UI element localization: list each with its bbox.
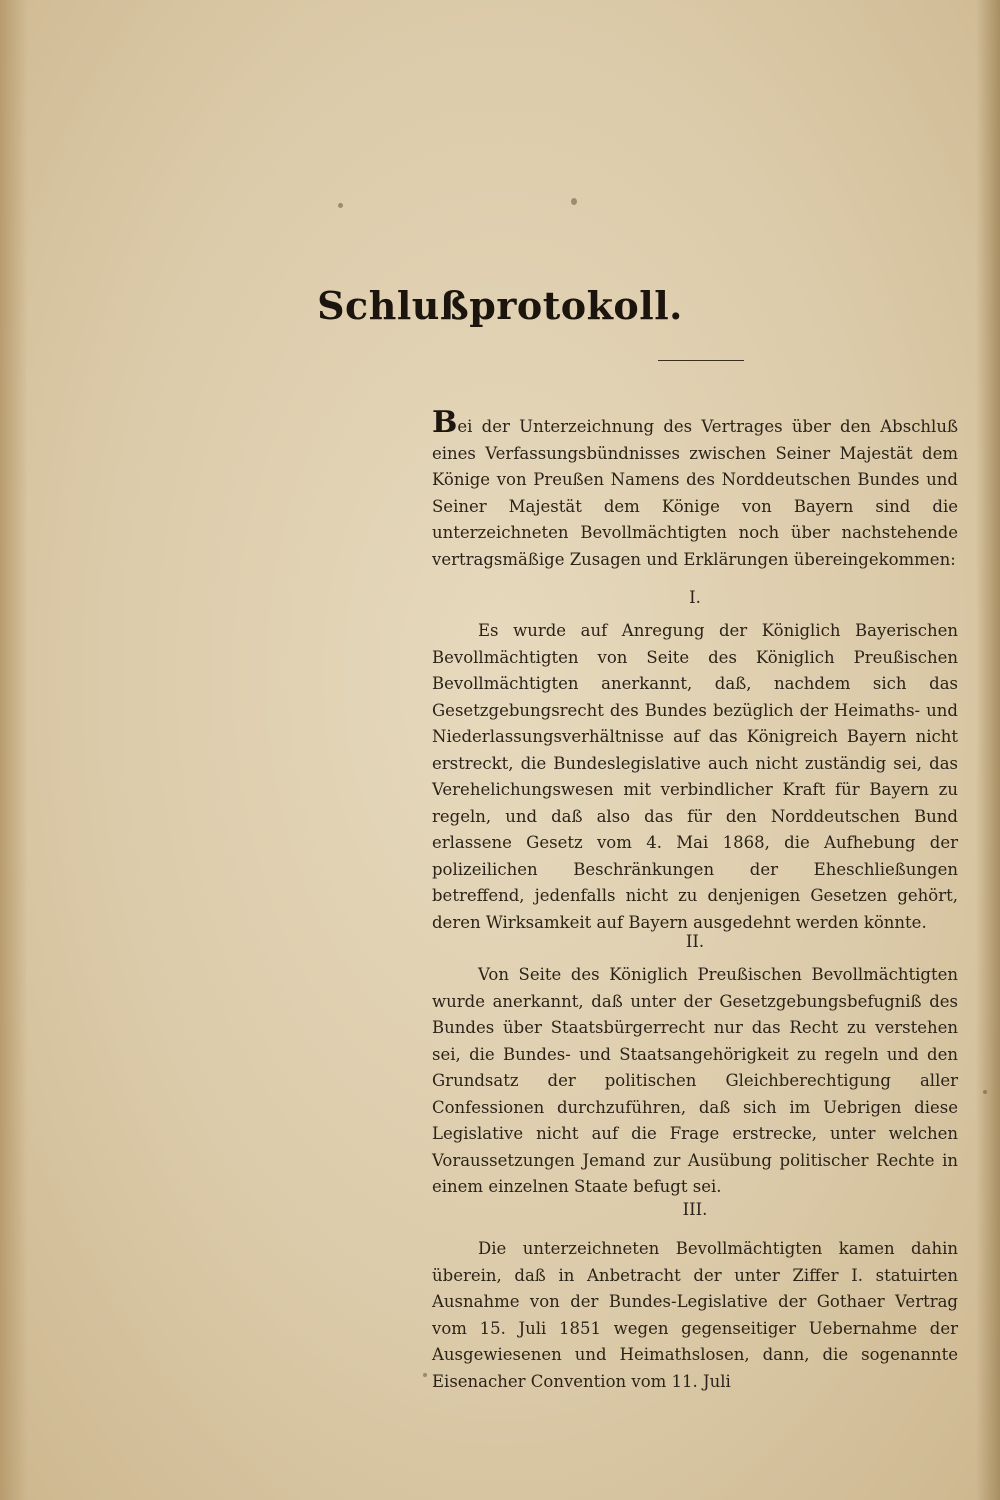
page-edge-shadow-right <box>976 0 1000 1500</box>
intro-initial: B <box>432 405 458 440</box>
ink-spot <box>983 1090 987 1094</box>
section-numeral-2: II. <box>685 932 705 951</box>
ink-spot <box>423 1373 427 1377</box>
intro-paragraph <box>432 405 958 573</box>
section-numeral-3: III. <box>682 1200 708 1219</box>
ink-spot <box>338 203 343 208</box>
section-numeral-1: I. <box>689 588 701 607</box>
title-divider <box>658 360 744 361</box>
page-edge-shadow-left <box>0 0 28 1500</box>
document-title: Schlußprotokoll. <box>317 283 683 328</box>
section-text-2: Von Seite des Königlich Preußischen Bevollmächtigten wurde anerkannt, daß unter der Gesetzgebungsbefugniß des Bundes über Staatsbürgerrecht nur das Recht zu verstehen sei, die Bundes- und Staatsangehörigkeit zu regeln und den Grundsatz der politischen Gleichberechtigung aller Confessionen durchzuführen, daß sich im Uebrigen diese Legislative nicht auf die Frage erstrecke, unter welchen Voraussetzungen Jemand zur Ausübung politischer Rechte in einem einzelnen Staate befugt sei. <box>432 965 958 1196</box>
section-text-3: Die unterzeichneten Bevollmächtigten kamen dahin überein, daß in Anbetracht der unter Ziffer I. statuirten Ausnahme von der Bundes-Legislative der Gothaer Vertrag vom 15. Juli 1851 wegen gegenseitiger Uebernahme der Ausgewiesenen und Heimathslosen, dann, die sogenannte Eisenacher Convention vom 11. Juli <box>432 1239 958 1391</box>
intro-text: ei der Unterzeichnung des Vertrages über den Abschluß eines Verfassungsbündnisses zwischen Seiner Majestät dem Könige von Preußen Namens des Norddeutschen Bundes und Seiner Majestät dem Könige von Bayern sind die unterzeichneten Bevollmächtigten noch über nachstehende vertragsmäßige Zusagen und Erklärungen übereingekommen: <box>432 417 958 569</box>
ink-spot <box>571 198 577 205</box>
section-text-1: Es wurde auf Anregung der Königlich Bayerischen Bevollmächtigten von Seite des Königlich Preußischen Bevollmächtigten anerkannt, daß, nachdem sich das Gesetzgebungsrecht des Bundes bezüglich der Heimaths- und Niederlassungsverhältnisse auf das Königreich Bayern nicht erstreckt, die Bundeslegislative auch nicht zuständig sei, das Verehelichungswesen mit verbindlicher Kraft für Bayern zu regeln, und daß also das für den Norddeutschen Bund erlassene Gesetz vom 4. Mai 1868, die Aufhebung der polizeilichen Beschränkungen der Eheschließungen betreffend, jedenfalls nicht zu denjenigen Gesetzen gehört, deren Wirksamkeit auf Bayern ausgedehnt werden könnte. <box>432 621 958 932</box>
